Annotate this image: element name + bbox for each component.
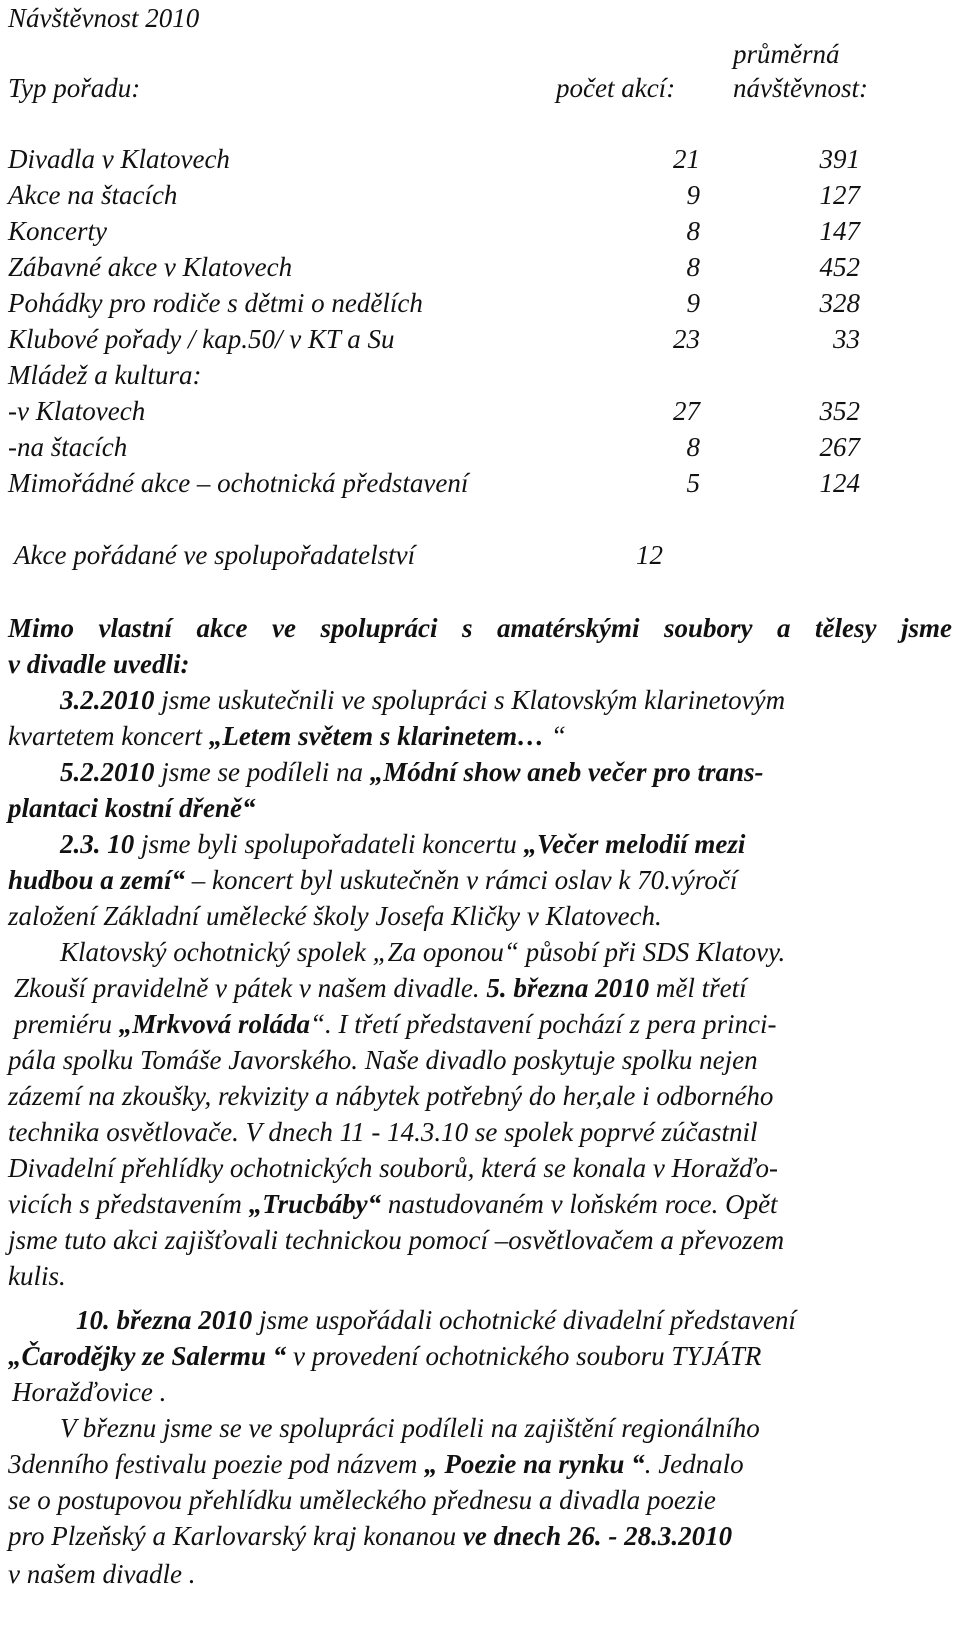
event-line bbox=[60, 754, 764, 790]
event-text: – koncert byl uskutečněn v rámci oslav k 70.výročí bbox=[185, 865, 738, 895]
event-title: „Večer melodií mezi bbox=[523, 829, 746, 859]
row-count: 9 bbox=[686, 288, 700, 318]
coop-count: 12 bbox=[636, 540, 663, 570]
event-line bbox=[8, 862, 737, 898]
paragraph-line: jsme tuto akci zajišťovali technickou pomocí –osvětlovačem a převozem bbox=[8, 1225, 785, 1255]
page-title: Návštěvnost 2010 bbox=[8, 3, 200, 33]
paragraph-line bbox=[14, 970, 747, 1006]
event-line bbox=[60, 682, 785, 718]
row-count: 5 bbox=[686, 468, 700, 498]
row-label: Pohádky pro rodiče s dětmi o nedělích bbox=[8, 288, 423, 318]
intro-line: Mimo vlastní akce ve spolupráci s amatérskými soubory a tělesy jsme bbox=[8, 613, 952, 643]
row-average: 352 bbox=[819, 396, 860, 426]
row-count: 8 bbox=[686, 432, 700, 462]
paragraph-line: Klatovský ochotnický spolek „Za oponou“ působí při SDS Klatovy. bbox=[60, 937, 786, 967]
row-count: 21 bbox=[673, 144, 700, 174]
paragraph-line bbox=[8, 1338, 761, 1374]
event-title: hudbou a zemí“ bbox=[8, 865, 186, 895]
row-label: Koncerty bbox=[8, 216, 107, 246]
row-count: 23 bbox=[673, 324, 700, 354]
paragraph-line: v našem divadle . bbox=[8, 1559, 196, 1589]
intro-line: v divadle uvedli: bbox=[8, 649, 190, 679]
paragraph-text: . Jednalo bbox=[644, 1449, 744, 1479]
paragraph-text: jsme uspořádali ochotnické divadelní představení bbox=[252, 1305, 796, 1335]
row-label: Klubové pořady / kap.50/ v KT a Su bbox=[8, 324, 395, 354]
event-date: 5.2.2010 bbox=[60, 757, 155, 787]
event-text: kvartetem koncert bbox=[8, 721, 209, 751]
event-date: 3.2.2010 bbox=[60, 685, 155, 715]
event-line: založení Základní umělecké školy Josefa Kličky v Klatovech. bbox=[8, 901, 662, 931]
row-label: -v Klatovech bbox=[8, 396, 146, 426]
event-date: 10. března 2010 bbox=[76, 1305, 253, 1335]
event-title: plantaci kostní dřeně“ bbox=[8, 793, 256, 823]
paragraph-text: 3denního festivalu poezie pod názvem bbox=[8, 1449, 425, 1479]
header-average-line2: návštěvnost: bbox=[733, 73, 868, 103]
paragraph-line bbox=[14, 1006, 776, 1042]
event-text: jsme byli spolupořadateli koncertu bbox=[134, 829, 524, 859]
paragraph-line: technika osvětlovače. V dnech 11 - 14.3.10 se spolek poprvé zúčastnil bbox=[8, 1117, 758, 1147]
event-date: 2.3. 10 bbox=[60, 829, 135, 859]
row-label: -na štacích bbox=[8, 432, 128, 462]
row-average: 328 bbox=[819, 288, 860, 318]
event-text: jsme se podíleli na bbox=[154, 757, 370, 787]
event-line bbox=[60, 826, 745, 862]
paragraph-text: Zkouší pravidelně v pátek v našem divadle. bbox=[14, 973, 487, 1003]
paragraph-line bbox=[76, 1302, 796, 1338]
row-average: 127 bbox=[819, 180, 860, 210]
row-average: 452 bbox=[819, 252, 860, 282]
paragraph-line bbox=[8, 1186, 778, 1222]
event-date: ve dnech 26. - 28.3.2010 bbox=[462, 1521, 733, 1551]
paragraph-line: Divadelní přehlídky ochotnických souborů, která se konala v Horažďo- bbox=[8, 1153, 778, 1183]
row-label: Mimořádné akce – ochotnická představení bbox=[8, 468, 469, 498]
event-title: „Trucbáby“ bbox=[248, 1189, 382, 1219]
row-average: 391 bbox=[819, 144, 860, 174]
event-title: „Letem světem s klarinetem… bbox=[208, 721, 545, 751]
paragraph-text: nastudovaném v loňském roce. Opět bbox=[381, 1189, 778, 1219]
paragraph-text: měl třetí bbox=[649, 973, 747, 1003]
header-count: počet akcí: bbox=[556, 73, 676, 103]
row-average: 33 bbox=[833, 324, 860, 354]
paragraph-line bbox=[8, 1446, 744, 1482]
paragraph-line: pála spolku Tomáše Javorského. Naše divadlo poskytuje spolku nejen bbox=[8, 1045, 758, 1075]
row-average: 147 bbox=[819, 216, 860, 246]
paragraph-text: pro Plzeňský a Karlovarský kraj konanou bbox=[8, 1521, 463, 1551]
row-label: Divadla v Klatovech bbox=[8, 144, 230, 174]
event-title: „Čarodějky ze Salermu “ bbox=[8, 1341, 287, 1371]
paragraph-text: premiéru bbox=[14, 1009, 119, 1039]
paragraph-text: v provedení ochotnického souboru TYJÁTR bbox=[286, 1341, 762, 1371]
row-label: Akce na štacích bbox=[8, 180, 178, 210]
paragraph-line: kulis. bbox=[8, 1261, 66, 1291]
row-count: 9 bbox=[686, 180, 700, 210]
paragraph-line: se o postupovou přehlídku uměleckého přednesu a divadla poezie bbox=[8, 1485, 716, 1515]
paragraph-text: “. I třetí představení pochází z pera princi- bbox=[309, 1009, 777, 1039]
row-average: 267 bbox=[819, 432, 860, 462]
event-text: jsme uskutečnili ve spolupráci s Klatovským klarinetovým bbox=[154, 685, 786, 715]
event-title: „Mrkvová roláda bbox=[118, 1009, 310, 1039]
paragraph-line: zázemí na zkoušky, rekvizity a nábytek potřebný do her,ale i odborného bbox=[8, 1081, 774, 1111]
row-count: 27 bbox=[673, 396, 700, 426]
event-title: „ Poezie na rynku “ bbox=[424, 1449, 645, 1479]
coop-label: Akce pořádané ve spolupořadatelství bbox=[14, 540, 416, 570]
event-line bbox=[8, 718, 566, 754]
row-count: 8 bbox=[686, 216, 700, 246]
event-date: 5. března 2010 bbox=[486, 973, 650, 1003]
paragraph-line: V březnu jsme se ve spolupráci podíleli na zajištění regionálního bbox=[60, 1413, 760, 1443]
paragraph-line bbox=[8, 1518, 732, 1554]
header-type: Typ pořadu: bbox=[8, 73, 141, 103]
paragraph-text: vicích s představením bbox=[8, 1189, 249, 1219]
event-title: „Módní show aneb večer pro trans- bbox=[369, 757, 764, 787]
row-label: Mládež a kultura: bbox=[8, 360, 202, 390]
row-average: 124 bbox=[819, 468, 860, 498]
event-text: “ bbox=[544, 721, 566, 751]
row-label: Zábavné akce v Klatovech bbox=[8, 252, 293, 282]
paragraph-line: Horažďovice . bbox=[12, 1377, 167, 1407]
header-average-line1: průměrná bbox=[733, 39, 840, 69]
row-count: 8 bbox=[686, 252, 700, 282]
